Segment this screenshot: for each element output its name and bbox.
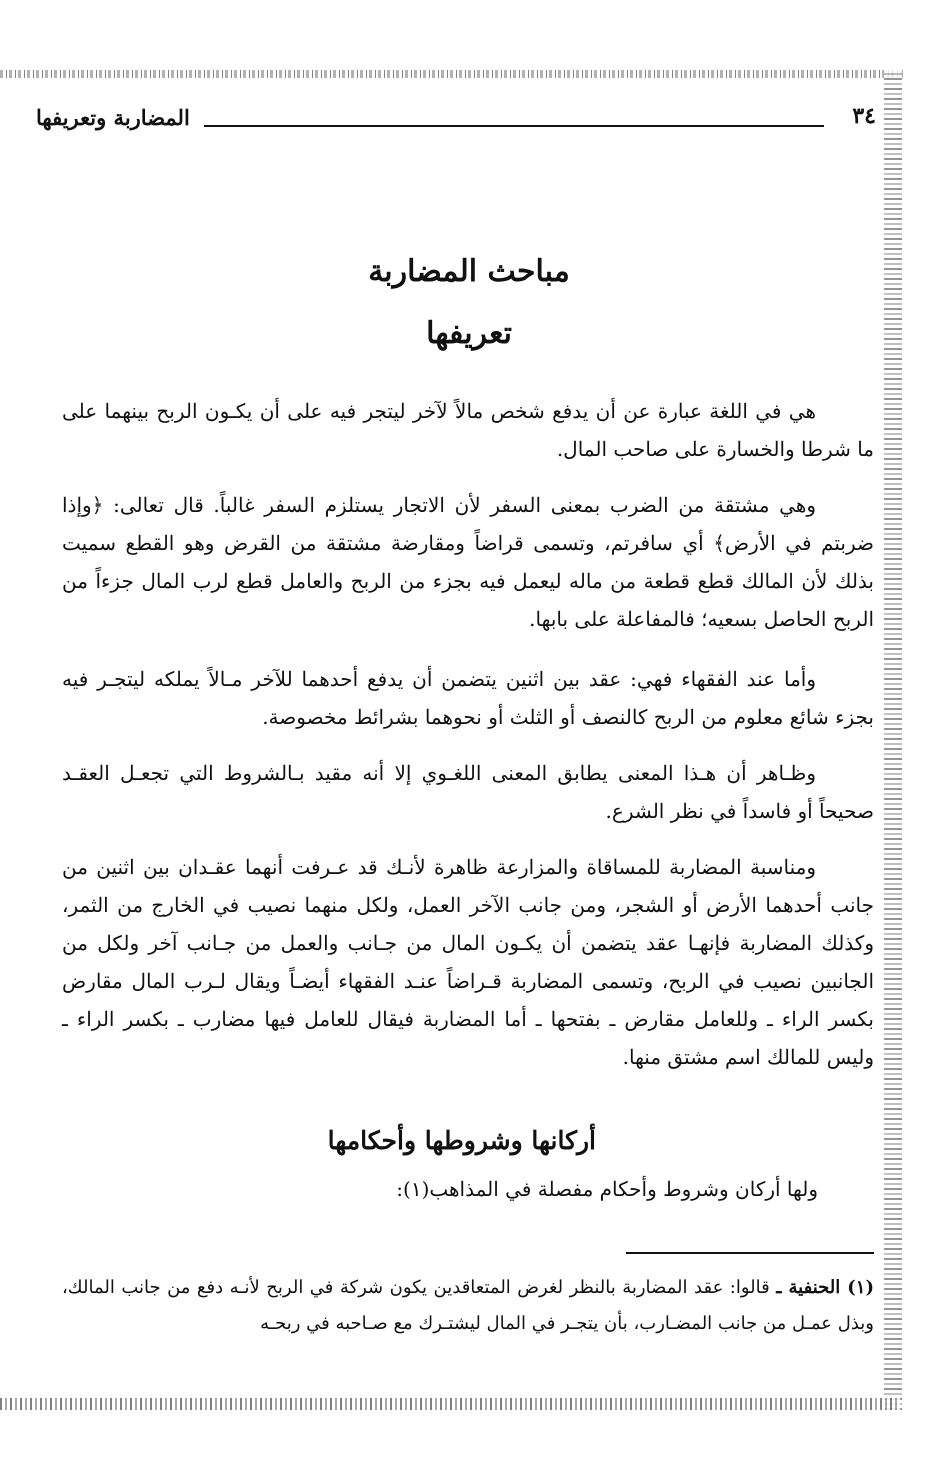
paragraph-text: ومناسبة المضاربة للمساقاة والمزارعة ظاهرة لأنـك قد عـرفت أنهما عقـدان بين اثنين من جانب أحدهما الأرض أو الشجر، ومن جانب الآخر العمل، ولكل منهما نصيب في الخارج من الثمر، وكذلك المضاربة فإنهـا عقد يتضمن أن يكـون المال من جـانب والعمل من جـانب آخر ولكل من الجانبين نصيب في الربح، وتسمى المضاربة قـراضاً عنـد الفقهاء أيضـاً ويقال لـرب المال مقارض بكسر الراء ـ وللعامل مقارض ـ بفتحها ـ أما المضاربة فيقال للعامل فيها مضارب ـ بكسر الراء ـ وليس للمالك اسم مشتق منها.: [62, 855, 874, 1069]
footnote: [62, 1270, 874, 1342]
top-ornamental-border: [0, 70, 905, 78]
running-title: المضاربة وتعريفها: [36, 105, 190, 130]
section-heading: أركانها وشروطها وأحكامها: [327, 1126, 596, 1155]
footnote-label: (١) الحنفية ـ: [776, 1277, 874, 1298]
sub-title: تعريفها: [426, 316, 512, 351]
paragraph-comparison: [62, 754, 874, 830]
paragraph-relation: [62, 848, 874, 1076]
main-title: مباحث المضاربة: [368, 254, 570, 289]
page-number: ٣٤: [852, 103, 876, 129]
paragraph-definition-language: [62, 392, 874, 468]
paragraph-jurists-definition: [62, 660, 874, 736]
paragraph-text: وظـاهر أن هـذا المعنى يطابق المعنى اللغـوي إلا أنه مقيد بـالشروط التي تجعـل العقـد صحيحاً أو فاسداً في نظر الشرع.: [62, 761, 874, 823]
footnote-rule: [626, 1252, 874, 1254]
paragraph-text: وهي مشتقة من الضرب بمعنى السفر لأن الاتجار يستلزم السفر غالباً. قال تعالى: ﴿وإذا ضربتم في الأرض﴾ أي سافرتم، وتسمى قراضاً ومقارضة مشتقة من القرض وهو القطع سميت بذلك لأن المالك قطع قطعة من ماله ليعمل فيه بجزء من الربح والعامل قطع لرب المال جزءاً من الربح الحاصل بسعيه؛ فالمفاعلة على بابها.: [62, 493, 874, 631]
header-rule: [204, 125, 824, 127]
section-intro: ولها أركان وشروط وأحكام مفصلة في المذاهب(١):: [396, 1177, 818, 1201]
paragraph-text: وأما عند الفقهاء فهي: عقد بين اثنين يتضمن أن يدفع أحدهما للآخر مـالاً يملكه ليتجـر فيه بجزء شائع معلوم من الربح كالنصف أو الثلث أو نحوهما بشرائط مخصوصة.: [62, 667, 874, 729]
page-header: [36, 103, 876, 137]
bottom-ornamental-border: [0, 1398, 900, 1410]
paragraph-etymology: [62, 486, 874, 638]
paragraph-text: هي في اللغة عبارة عن أن يدفع شخص مالاً لآخر ليتجر فيه على أن يكـون الربح بينهما على ما شرطا والخسارة على صاحب المال.: [62, 399, 874, 461]
footnote-text: قالوا: عقد المضاربة بالنظر لغرض المتعاقدين يكون شركة في الربح لأنـه دفع من جانب المالك، وبذل عمـل من جانب المضـارب، بأن يتجـر في المال ليشتـرك مع صـاحبه في ربحـه: [62, 1277, 874, 1334]
